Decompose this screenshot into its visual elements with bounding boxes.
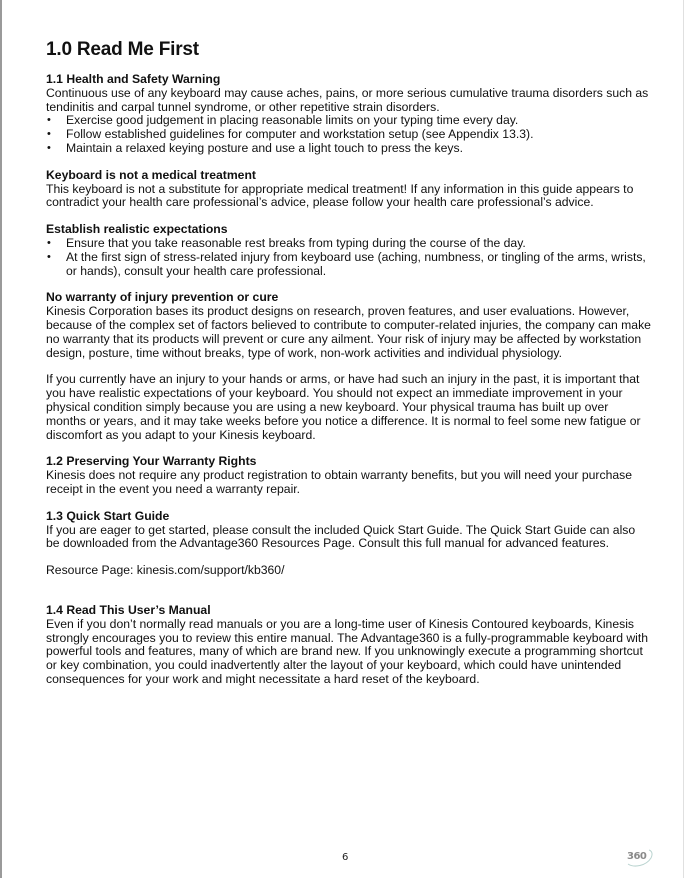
section-no-warranty — [46, 291, 651, 442]
section-quick-start — [46, 510, 651, 578]
section-health-safety — [46, 73, 651, 156]
section-body: Even if you don’t normally read manuals or you are a long-time user of Kinesis Contoured keyboards, Kinesis strongly encourages you to review this entire manual. The Advantage360 is a fully-programmable keyboard with powerful tools and features, many of which are brand new. If you unknowingly execute a programming shortcut or key combination, you could inadvertently alter the layout of your keyboard, which could have unintended consequences for your work and might necessitate a hard reset of the keyboard. — [46, 616, 649, 686]
logo-text: 360 — [627, 851, 647, 862]
section-body: Continuous use of any keyboard may cause aches, pains, or more serious cumulative trauma disorders such as tendinitis and carpal tunnel syndrome, or other repetitive strain disorders. — [46, 85, 649, 114]
page-number: 6 — [342, 852, 349, 863]
section-not-medical — [46, 169, 651, 210]
section-warranty-rights — [46, 455, 651, 496]
section-body-2: If you currently have an injury to your hands or arms, or have had such an injury in the past, it is important that you have realistic expectations of your keyboard. You should not expect an immediate improvement in your physical condition simply because you are using a new keyboard. Your physical trauma has built up over months or years, and it may take weeks before you notice a difference. It is normal to feel some new fatigue or discomfort as you adapt to your Kinesis keyboard. — [46, 372, 641, 442]
bullet-item: • Ensure that you take reasonable rest breaks from typing during the course of the day. — [46, 237, 651, 251]
section-body: Kinesis does not require any product registration to obtain warranty benefits, but you will need your purchase receipt in the event you need a warranty repair. — [46, 468, 633, 496]
resource-page-link[interactable]: Resource Page: kinesis.com/support/kb360/ — [46, 563, 285, 578]
page-title: 1.0 Read Me First — [46, 39, 199, 60]
bullet-item: • Exercise good judgement in placing reasonable limits on your typing time every day. — [46, 114, 651, 128]
advantage360-logo-icon — [624, 848, 656, 868]
bullet-item: • Maintain a relaxed keying posture and use a light touch to press the keys. — [46, 142, 651, 156]
page-content — [46, 38, 651, 700]
section-heading: Keyboard is not a medical treatment — [46, 167, 256, 182]
bullet-item: • Follow established guidelines for computer and workstation setup (see Appendix 13.3). — [46, 128, 651, 142]
section-heading: 1.3 Quick Start Guide — [46, 508, 170, 523]
section-body: If you are eager to get started, please consult the included Quick Start Guide. The Quick Start Guide can also be downloaded from the Advantage360 Resources Page. Consult this full manual for advanced features. — [46, 522, 636, 551]
section-body: This keyboard is not a substitute for appropriate medical treatment! If any information in this guide appears to contradict your health care professional’s advice, please follow your health care professional’s advice. — [46, 181, 634, 210]
section-heading: 1.2 Preserving Your Warranty Rights — [46, 454, 257, 469]
bullet-list — [46, 237, 651, 278]
bullet-item: • At the first sign of stress-related injury from keyboard use (aching, numbness, or tingling of the arms, wrists, or hands), consult your health care professional. — [46, 251, 651, 279]
section-heading: 1.1 Health and Safety Warning — [46, 72, 221, 86]
section-expectations — [46, 223, 651, 278]
section-read-manual — [46, 604, 651, 687]
section-heading: 1.4 Read This User’s Manual — [46, 602, 211, 617]
section-heading: Establish realistic expectations — [46, 222, 228, 237]
bullet-list — [46, 114, 651, 155]
section-heading: No warranty of injury prevention or cure — [46, 290, 279, 305]
section-body: Kinesis Corporation bases its product designs on research, proven features, and user evaluations. However, because of the complex set of factors believed to contribute to computer-related injuries, the company can make no warranty that its products will prevent or cure any ailment. Your risk of injury may be affected by workstation design, posture, time without breaks, type of work, non-work activities and individual physiology. — [46, 304, 651, 360]
